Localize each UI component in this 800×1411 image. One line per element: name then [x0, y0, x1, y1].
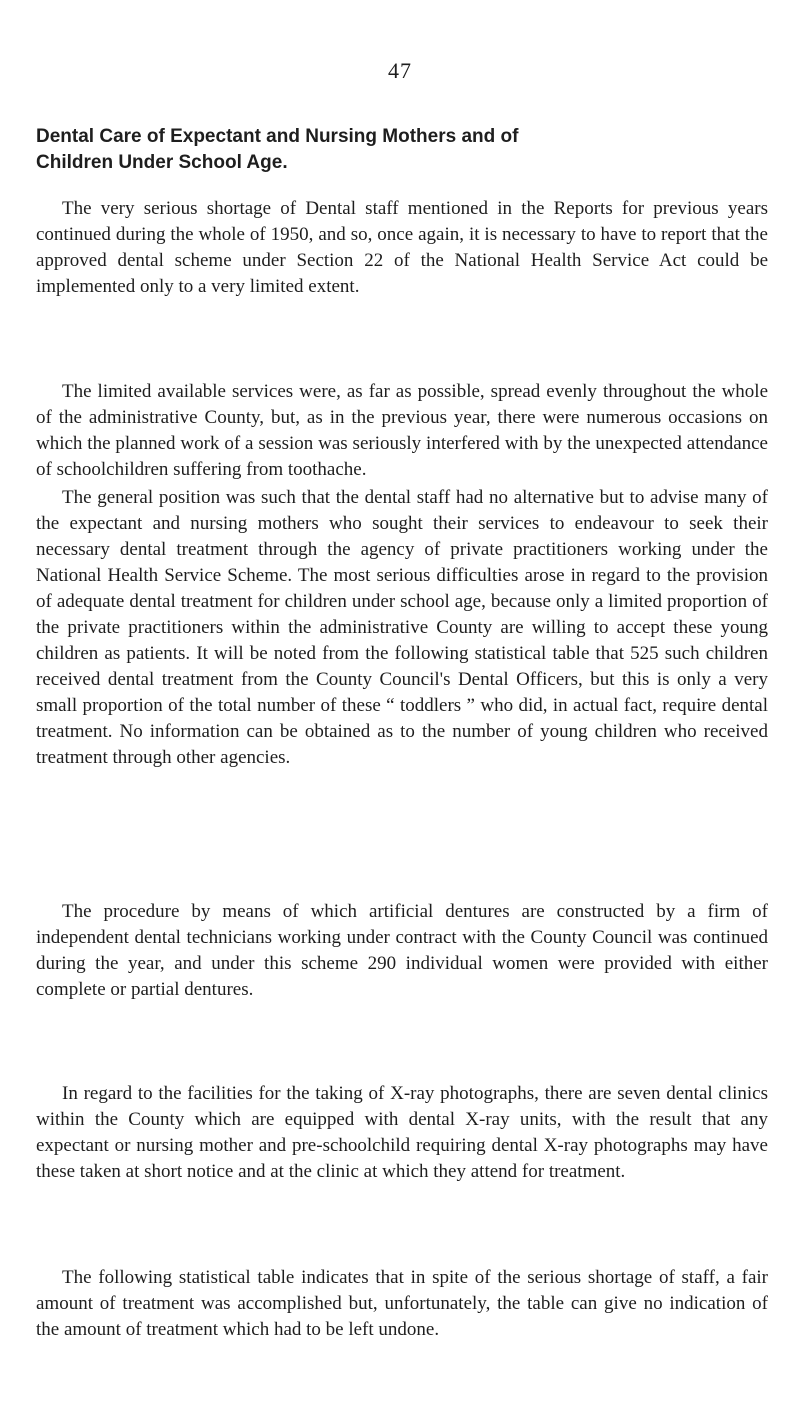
- paragraph-dental-staff-shortage: The very serious shortage of Dental staff mentioned in the Reports for previous years continued during the whole of 1950, and so, once again, it is necessary to have to report that the approved dental scheme under Section 22 of the National Health Service Act could be implemented only to a very limited extent.: [36, 198, 768, 297]
- section-heading: [36, 124, 736, 176]
- paragraph-statistical-table-intro: The following statistical table indicates that in spite of the serious shortage of staff, a fair amount of treatment was accomplished but, unfortunately, the table can give no indication of the amount of treatment which had to be left undone.: [36, 1267, 768, 1340]
- section-heading-line-2: Children Under School Age.: [36, 152, 288, 173]
- paragraph-dentures-procedure: The procedure by means of which artificial dentures are constructed by a firm of independent dental technicians working under contract with the County Council was continued during the year, and under this scheme 290 individual women were provided with either complete or partial dentures.: [36, 901, 768, 1000]
- section-heading-line-1: Dental Care of Expectant and Nursing Mothers and of: [36, 126, 519, 147]
- paragraph-x-ray-facilities: In regard to the facilities for the taking of X-ray photographs, there are seven dental clinics within the County which are equipped with dental X-ray units, with the result that any expectant or nursing mother and pre-schoolchild requiring dental X-ray photographs may have these taken at short notice and at the clinic at which they attend for treatment.: [36, 1083, 768, 1182]
- page-number: 47: [388, 58, 412, 83]
- paragraph-limited-services: The limited available services were, as far as possible, spread evenly throughout the whole of the administrative County, but, as in the previous year, there were numerous occasions on which the planned work of a session was seriously interfered with by the unexpected attendance of schoolchildren suffering from toothache.: [36, 381, 768, 480]
- paragraph-general-position: The general position was such that the dental staff had no alternative but to advise many of the expectant and nursing mothers who sought their services to endeavour to seek their necessary dental treatment through the agency of private practitioners working under the National Health Service Scheme. The most serious difficulties arose in regard to the provision of adequate dental treatment for children under school age, because only a limited proportion of the private practitioners within the administrative County are willing to accept these young children as patients. It will be noted from the following statistical table that 525 such children received dental treatment from the County Council's Dental Officers, but this is only a very small proportion of the total number of these “ toddlers ” who did, in actual fact, require dental treatment. No information can be obtained as to the number of young children who received treatment through other agencies.: [36, 487, 768, 768]
